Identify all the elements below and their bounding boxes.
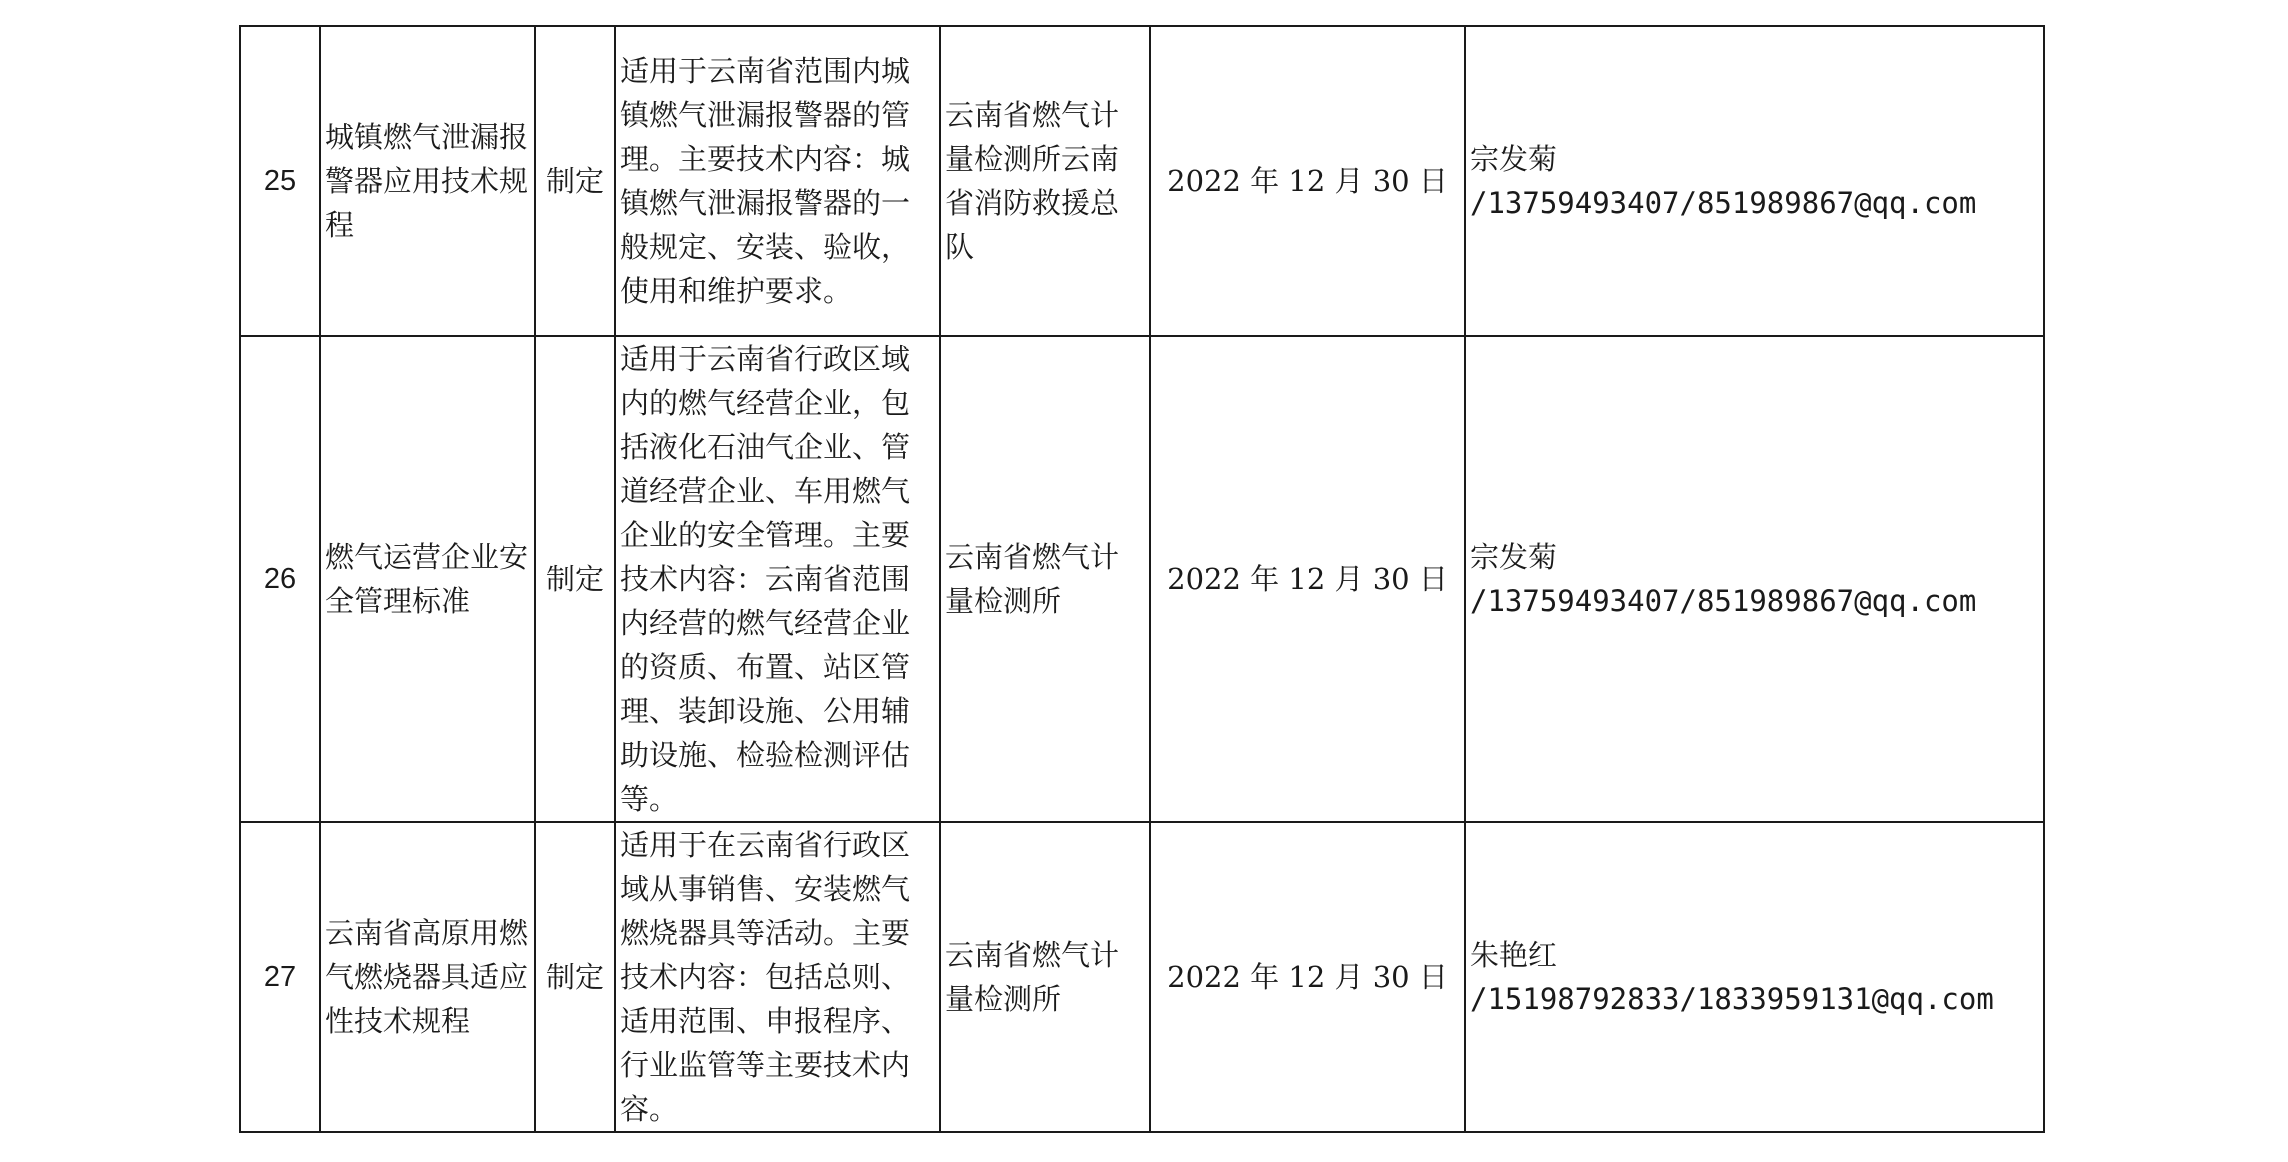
contact-cell	[1465, 822, 2044, 1132]
completion-date: 2022 年 12 月 30 日	[1150, 26, 1465, 336]
scope-description: 适用于云南省行政区域内的燃气经营企业，包括液化石油气企业、管道经营企业、车用燃气企业的安全管理。主要技术内容：云南省范围内经营的燃气经营企业的资质、布置、站区管理、装卸设施、公用辅助设施、检验检测评估等。	[615, 336, 940, 822]
work-type: 制定	[535, 26, 615, 336]
table-row	[240, 336, 2044, 822]
responsible-units: 云南省燃气计量检测所云南省消防救援总队	[940, 26, 1150, 336]
work-type: 制定	[535, 822, 615, 1132]
table-row	[240, 26, 2044, 336]
contact-cell	[1465, 336, 2044, 822]
contact-cell	[1465, 26, 2044, 336]
responsible-units: 云南省燃气计量检测所	[940, 336, 1150, 822]
table-row	[240, 822, 2044, 1132]
standards-table	[239, 25, 2045, 1133]
responsible-units: 云南省燃气计量检测所	[940, 822, 1150, 1132]
standard-name: 云南省高原用燃气燃烧器具适应性技术规程	[320, 822, 535, 1132]
contact-name: 朱艳红	[1470, 938, 1558, 972]
row-index: 26	[240, 336, 320, 822]
completion-date: 2022 年 12 月 30 日	[1150, 336, 1465, 822]
contact-phone-email: /13759493407/851989867@qq.com	[1470, 186, 1977, 220]
scope-description: 适用于在云南省行政区域从事销售、安装燃气燃烧器具等活动。主要技术内容：包括总则、适用范围、申报程序、行业监管等主要技术内容。	[615, 822, 940, 1132]
scope-description: 适用于云南省范围内城镇燃气泄漏报警器的管理。主要技术内容：城镇燃气泄漏报警器的一般规定、安装、验收，使用和维护要求。	[615, 26, 940, 336]
row-index: 25	[240, 26, 320, 336]
contact-name: 宗发菊	[1470, 142, 1558, 176]
contact-phone-email: /15198792833/1833959131@qq.com	[1470, 982, 1994, 1016]
row-index: 27	[240, 822, 320, 1132]
completion-date: 2022 年 12 月 30 日	[1150, 822, 1465, 1132]
contact-phone-email: /13759493407/851989867@qq.com	[1470, 584, 1977, 618]
standard-name: 城镇燃气泄漏报警器应用技术规程	[320, 26, 535, 336]
standard-name: 燃气运营企业安全管理标准	[320, 336, 535, 822]
contact-name: 宗发菊	[1470, 540, 1558, 574]
work-type: 制定	[535, 336, 615, 822]
